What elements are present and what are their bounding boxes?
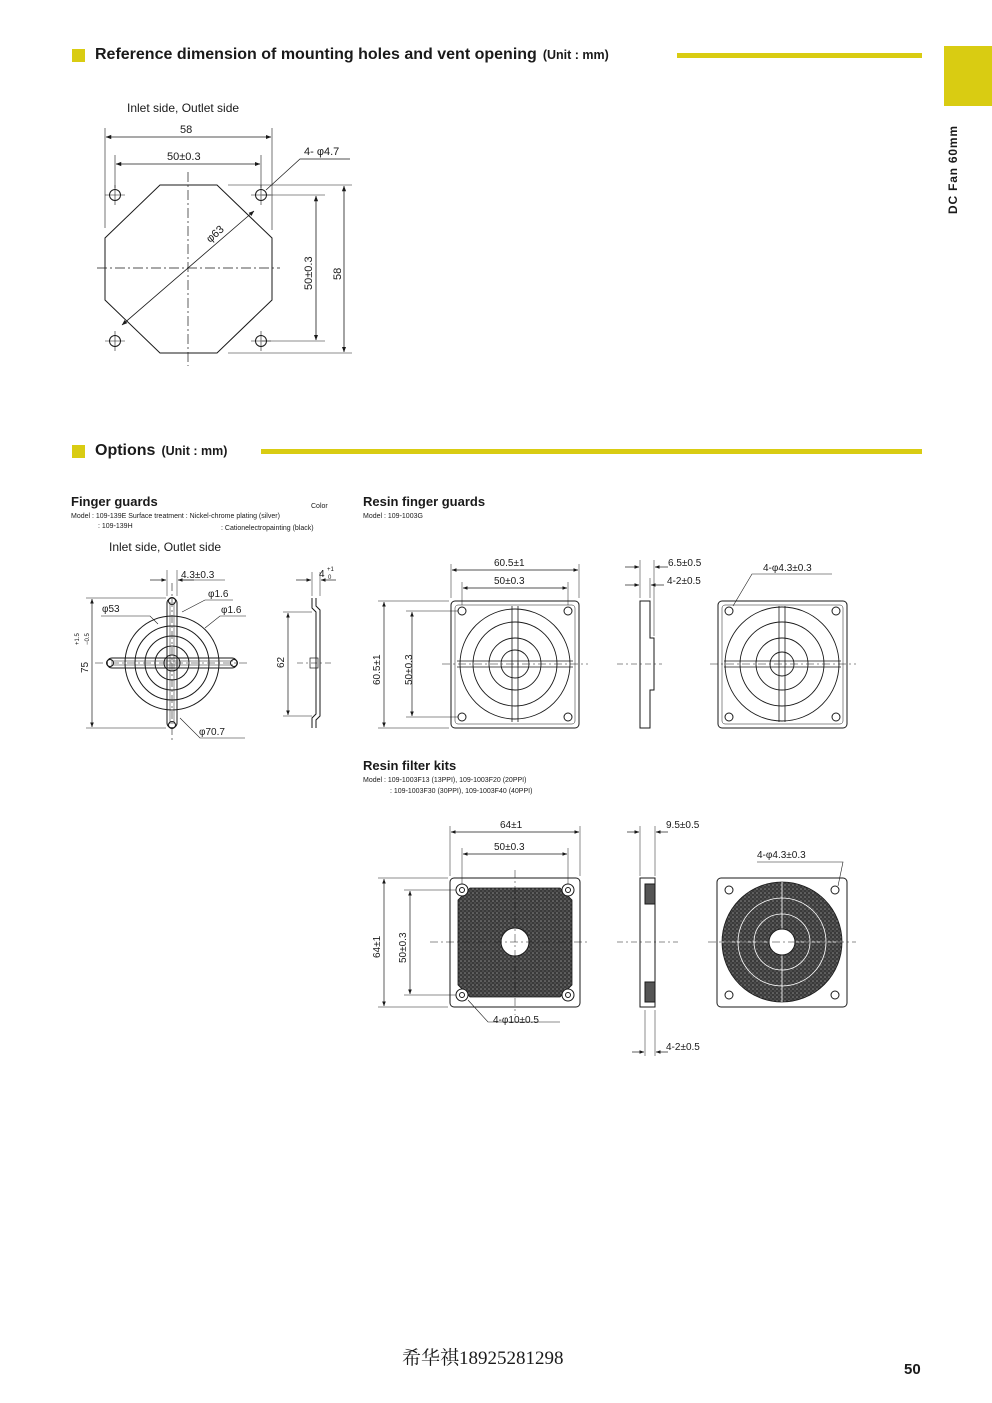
finger-guard-labels	[75, 567, 335, 738]
resin-guards-model: Model : 109-1003G	[363, 513, 423, 520]
resin-guard-side-view	[617, 560, 668, 728]
dim-62: 62	[276, 656, 287, 668]
dim-58-vertical: 58	[332, 267, 344, 280]
finger-guard-side-view	[283, 572, 336, 728]
dim-50-horizontal: 50±0.3	[494, 842, 525, 853]
dim-75: 75	[80, 661, 91, 673]
dim-phi1-6-b: φ1.6	[221, 605, 242, 616]
dim-58-horizontal: 58	[180, 124, 193, 136]
dim-50-vertical: 50±0.3	[398, 932, 409, 963]
section-title: Reference dimension of mounting holes and vent opening	[95, 46, 537, 63]
dim-holes-4-3: 4-φ4.3±0.3	[757, 850, 806, 861]
finger-guards-model-2b: : Cationelectropainting (black)	[221, 525, 314, 532]
dim-60-5-horizontal: 60.5±1	[494, 558, 525, 569]
finger-guards-color-header: Color	[311, 503, 328, 510]
dim-64-horizontal: 64±1	[500, 820, 523, 831]
dim-6-5: 6.5±0.5	[668, 558, 702, 569]
filter-kits-model-2: : 109-1003F30 (30PPI), 109-1003F40 (40PPI)	[390, 788, 533, 795]
dim-4-3: 4.3±0.3	[181, 570, 215, 581]
section-unit: (Unit : mm)	[542, 48, 609, 62]
dim-50-vertical: 50±0.3	[404, 654, 415, 685]
finger-guards-title: Finger guards	[71, 494, 158, 509]
dim-4-2: 4-2±0.5	[667, 576, 701, 587]
resin-guard-back-view	[710, 574, 856, 728]
finger-guards-model-2: : 109-139H	[98, 523, 133, 530]
dim-75-tol-minus: −0.5	[85, 633, 91, 645]
dim-50-vertical: 50±0.3	[303, 256, 315, 290]
dim-9-5: 9.5±0.5	[666, 820, 700, 831]
dim-depth-4: 4	[319, 569, 325, 580]
side-tab-label: DC Fan 60mm	[946, 125, 960, 214]
finger-guards-model-1: Model : 109-139E Surface treatment : Nickel-chrome plating (silver)	[71, 513, 280, 520]
dim-50-horizontal: 50±0.3	[494, 576, 525, 587]
finger-guards-caption: Inlet side, Outlet side	[109, 540, 222, 554]
dim-75-tol-plus: +1.5	[75, 633, 81, 645]
dim-diagonal: φ63	[204, 223, 227, 246]
dim-holes-10: 4-φ10±0.5	[493, 1015, 539, 1026]
dim-holes: 4-φ4.3±0.3	[763, 563, 812, 574]
mounting-reference-drawing	[97, 128, 352, 366]
dim-phi1-6-a: φ1.6	[208, 589, 229, 600]
resin-guard-labels	[372, 558, 812, 685]
dim-phi70-7: φ70.7	[199, 727, 225, 738]
dim-50-horizontal: 50±0.3	[167, 151, 201, 163]
dim-phi53: φ53	[102, 604, 120, 615]
resin-guard-front-view	[378, 564, 588, 728]
mounting-reference-labels	[167, 124, 344, 290]
dim-64-vertical: 64±1	[372, 935, 383, 958]
section-title: Options	[95, 442, 156, 459]
contact-phone: 希华祺18925281298	[402, 1348, 564, 1369]
filter-kits-title: Resin filter kits	[363, 758, 457, 773]
inlet-outlet-caption: Inlet side, Outlet side	[127, 101, 240, 115]
dim-holes: 4- φ4.7	[304, 146, 340, 158]
dim-4-2: 4-2±0.5	[666, 1042, 700, 1053]
dim-depth-tol-plus: +1	[327, 567, 334, 573]
filter-kits-model-1: Model : 109-1003F13 (13PPI), 109-1003F20 (20PPI)	[363, 777, 527, 784]
page-number: 50	[904, 1361, 921, 1378]
filter-kit-back-view	[708, 862, 856, 1007]
dim-depth-tol-minus: 0	[328, 575, 332, 581]
dim-60-5-vertical: 60.5±1	[372, 654, 383, 685]
section-unit: (Unit : mm)	[161, 444, 228, 458]
filter-kit-side-view	[617, 826, 678, 1056]
resin-guards-title: Resin finger guards	[363, 494, 486, 509]
filter-kit-front-view	[378, 826, 590, 1022]
